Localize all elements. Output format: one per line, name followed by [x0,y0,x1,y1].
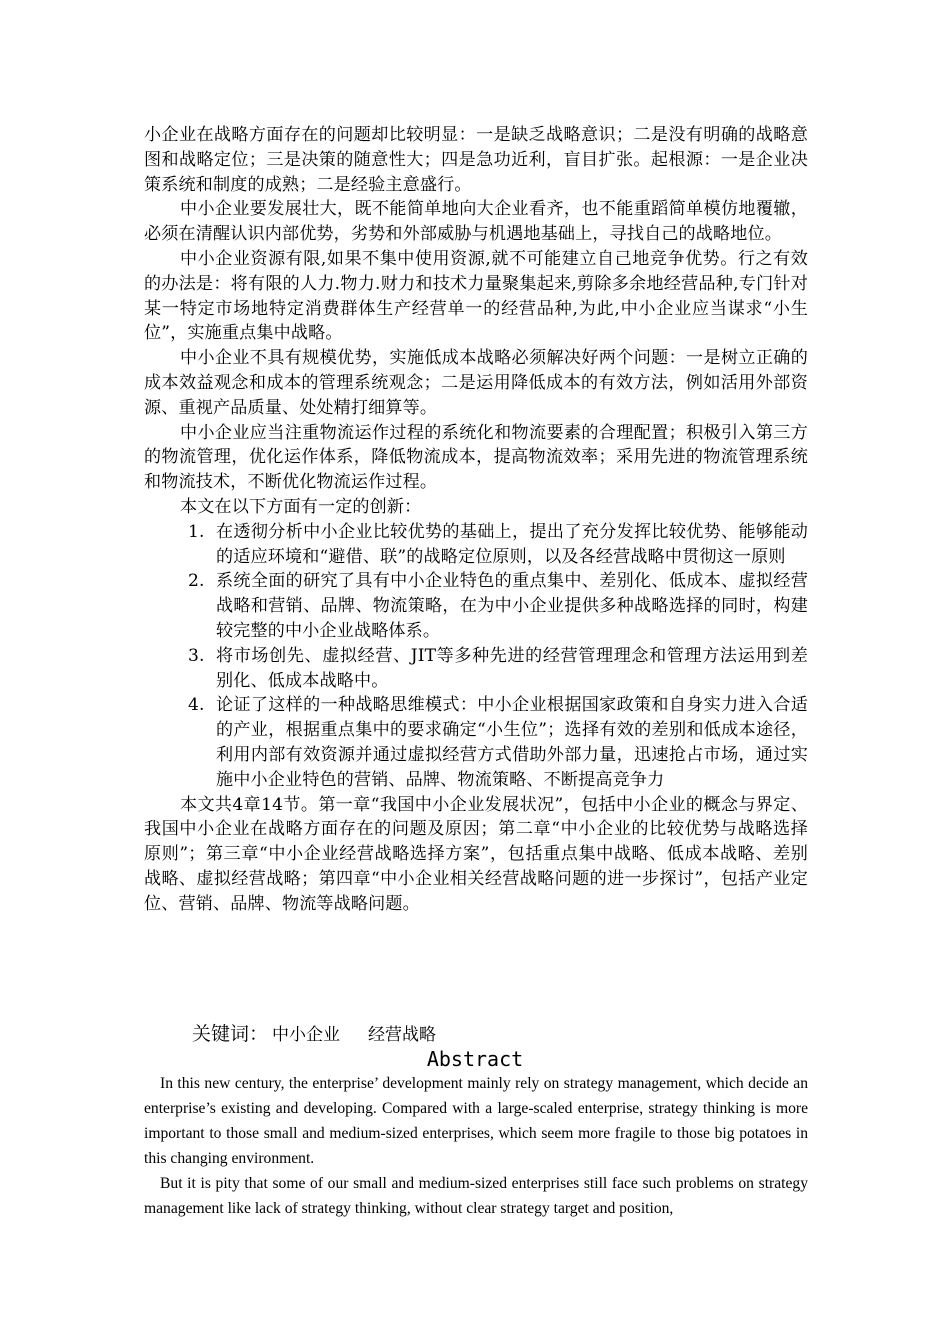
list-text: 系统全面的研究了具有中小企业特色的重点集中、差别化、低成本、虚拟经营战略和营销、品牌、物流策略，在为中小企业提供多种战略选择的同时，构建较完整的中小企业战略体系。 [216,571,808,641]
keywords-label: 关键词： [192,1023,269,1045]
keyword-item: 中小企业 [272,1025,341,1045]
paragraph-resources: 中小企业资源有限,如果不集中使用资源,就不可能建立自己地竞争优势。行之有效的办法是：将有限的人力.物力.财力和技术力量聚集起来,剪除多余地经营品种,专门针对某一特定市场地特定消费群体生产经营单一的经营品种,为此,中小企业应当谋求“小生位”，实施重点集中战略。 [144,248,808,344]
abstract-body [144,1071,808,1221]
list-number: 2. [188,571,205,592]
list-number: 3. [188,645,205,666]
paragraph-innovation-intro: 本文在以下方面有一定的创新： [180,496,422,517]
chinese-body [144,123,808,917]
list-item [144,569,808,643]
list-item [144,520,808,570]
abstract-paragraph: But it is pity that some of our small and medium-sized enterprises still face such problems on strategy management like lack of strategy thinking, without clear strategy target and position, [144,1175,808,1217]
list-number: 4. [188,695,205,716]
abstract-paragraph: In this new century, the enterprise’ development mainly rely on strategy management, which decide an enterprise’s existing and developing. Compared with a large-scaled enterprise, strategy thinking is more important to those small and medium-sized enterprises, which seem more fragile to those big potatoes in this changing environment. [144,1075,808,1167]
list-number: 1. [188,521,205,542]
paragraph-low-cost: 中小企业不具有规模优势，实施低成本战略必须解决好两个问题：一是树立正确的成本效益观念和成本的管理系统观念；二是运用降低成本的有效方法，例如活用外部资源、重视产品质量、处处精打细算等。 [144,348,808,418]
innovation-list [144,520,808,793]
paragraph-problems: 小企业在战略方面存在的问题却比较明显：一是缺乏战略意识；二是没有明确的战略意图和战略定位；三是决策的随意性大；四是急功近利，盲目扩张。起根源：一是企业决策系统和制度的成熟；二是经验主意盛行。 [144,125,808,195]
list-item [144,693,808,792]
list-text: 在透彻分析中小企业比较优势的基础上，提出了充分发挥比较优势、能够能动的适应环境和“避借、联”的战略定位原则，以及各经营战略中贯彻这一原则 [216,521,808,567]
paragraph-development: 中小企业要发展壮大，既不能简单地向大企业看齐，也不能重蹈简单模仿地覆辙，必须在清醒认识内部优势，劣势和外部威胁与机遇地基础上，寻找自己的战略地位。 [144,199,808,245]
list-item [144,644,808,694]
abstract-title: Abstract [426,1047,524,1071]
keyword-item: 经营战略 [368,1025,437,1045]
paragraph-summary: 本文共4章14节。第一章“我国中小企业发展状况”，包括中小企业的概念与界定、我国中小企业在战略方面存在的问题及原因；第二章“中小企业的比较优势与战略选择原则”；第三章“中小企业经营战略选择方案”，包括重点集中战略、低成本战略、差别战略、虚拟经营战略；第四章“中小企业相关经营战略问题的进一步探讨”，包括产业定位、营销、品牌、物流等战略问题。 [144,794,808,914]
list-text: 论证了这样的一种战略思维模式：中小企业根据国家政策和自身实力进入合适的产业，根据重点集中的要求确定“小生位”；选择有效的差别和低成本途径，利用内部有效资源并通过虚拟经营方式借助外部力量，迅速抢占市场，通过实施中小企业特色的营销、品牌、物流策略、不断提高竞争力 [216,695,808,790]
keywords-line [192,1021,436,1048]
paragraph-logistics: 中小企业应当注重物流运作过程的系统化和物流要素的合理配置；积极引入第三方的物流管理，优化运作体系，降低物流成本，提高物流效率；采用先进的物流管理系统和物流技术，不断优化物流运作过程。 [144,422,808,493]
list-text: 将市场创先、虚拟经营、JIT等多种先进的经营管理理念和管理方法运用到差别化、低成本战略中。 [216,645,808,691]
